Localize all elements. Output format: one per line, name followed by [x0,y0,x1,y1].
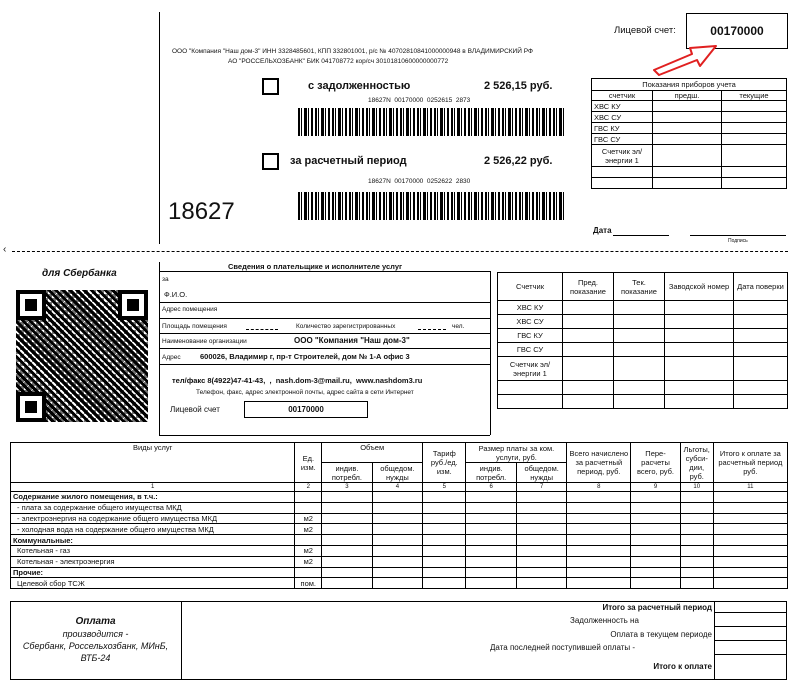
signature-label: Подпись [728,238,748,244]
service-cell [713,502,787,513]
service-cell [713,535,787,546]
meters-top-table [591,78,787,189]
service-cell [631,492,680,503]
meters-mid-cell [734,381,788,395]
signature-line[interactable] [690,235,786,236]
info-addr-label: Адрес [162,354,181,361]
meters-mid-cell[interactable] [614,315,665,329]
meters-mid-table [497,272,788,409]
sberbank-label: для Сбербанка [42,268,117,279]
meters-top-cell [592,178,653,189]
service-cell [372,524,422,535]
service-cell [322,492,372,503]
footer-pay-line2: Сбербанк, Россельхозбанк, МИнБ, [22,641,169,651]
info-line [159,348,490,349]
info-registered: Количество зарегистрированных [296,323,396,330]
meters-mid-cell[interactable] [665,343,734,357]
meters-top-title: Показания приборов учета [592,79,787,91]
service-cell [516,513,566,524]
meters-mid-cell [498,395,563,409]
service-cell [680,535,713,546]
qr-finder [118,290,148,320]
services-h-pay-common: общедом. нужды [516,463,566,483]
big-number: 18627 [168,198,235,225]
service-cell [567,556,631,567]
service-unit: м2 [295,545,322,556]
info-contacts-caption: Телефон, факс, адрес электронной почты, адрес сайта в сети Интернет [196,389,414,396]
meters-mid-row-label: ХВС КУ [498,301,563,315]
meters-mid-cell[interactable] [665,301,734,315]
meters-top-row-label: ГВС КУ [592,123,653,134]
qr-code [16,290,148,422]
info-line [159,364,490,365]
service-cell [423,567,466,578]
service-cell [466,513,516,524]
meters-mid-cell[interactable] [614,329,665,343]
red-arrow-icon [648,36,720,76]
col-num: 9 [631,483,680,492]
services-h-pay-indiv: индив. потребл. [466,463,516,483]
service-cell [466,502,516,513]
services-h-vol-common: общедом. нужды [372,463,422,483]
service-cell [567,545,631,556]
footer-pay-line3: ВТБ-24 [80,653,111,663]
service-name: Целевой сбор ТСЖ [11,578,295,589]
meters-mid-cell[interactable] [734,343,788,357]
service-cell [466,535,516,546]
col-num: 1 [11,483,295,492]
info-title: Сведения о плательщике и исполнителе услуг [228,262,403,271]
meters-top-cell [722,167,787,178]
col-num: 11 [713,483,787,492]
meters-mid-row-label: ГВС СУ [498,343,563,357]
meters-mid-cell[interactable] [734,357,788,381]
meters-mid-row-label: ХВС СУ [498,315,563,329]
meters-top-cell[interactable] [653,123,722,134]
period-label: за расчетный период [290,155,407,167]
meters-mid-cell [665,395,734,409]
service-cell [567,535,631,546]
service-cell [423,492,466,503]
service-cell [631,545,680,556]
meters-mid-cell[interactable] [614,357,665,381]
service-cell [423,513,466,524]
footer-total-pay: Итого к оплате [653,662,712,671]
table-row [11,492,788,503]
mid-left-border [159,262,160,436]
services-num-row [11,483,788,492]
info-title-line [159,271,490,272]
footer-value-line [714,612,787,613]
info-line [159,333,490,334]
service-name: - электроэнергия на содержание общего имущества МКД [11,513,295,524]
service-cell [466,492,516,503]
service-cell [423,545,466,556]
service-cell [423,535,466,546]
service-cell [567,524,631,535]
service-unit [295,502,322,513]
meters-top-h-counter: счетчик [592,91,653,101]
service-cell [680,524,713,535]
service-cell [372,535,422,546]
table-row [11,545,788,556]
meters-mid-cell[interactable] [563,301,614,315]
date-line[interactable] [613,235,669,236]
service-cell [713,524,787,535]
meters-top-cell[interactable] [722,145,787,167]
service-cell [372,502,422,513]
footer-divider [181,601,182,680]
meters-top-cell[interactable] [653,134,722,145]
meters-top-row-label: Счетчик эл/энергии 1 [592,145,653,167]
meters-mid-h-serial: Заводской номер [665,273,734,301]
info-fio: Ф.И.О. [164,290,188,299]
service-name: Котельная - электроэнергия [11,556,295,567]
meters-mid-cell[interactable] [665,329,734,343]
meters-mid-h-prev: Пред. показание [563,273,614,301]
col-num: 4 [372,483,422,492]
service-cell [466,567,516,578]
service-cell [680,545,713,556]
service-cell [516,502,566,513]
service-cell [713,556,787,567]
col-num: 7 [516,483,566,492]
service-cell [680,556,713,567]
service-cell [567,492,631,503]
service-cell [516,545,566,556]
service-name: - холодная вода на содержание общего имущества МКД [11,524,295,535]
requisites-line1: ООО "Компания "Наш дом-3" ИНН 3328485601, КПП 332801001, р/с № 40702810841000000948 в ВЛАДИМИРСКИЙ РФ [172,48,533,55]
info-addr-value: 600026, Владимир г, пр-т Строителей, дом № 1-А офис 3 [200,352,410,361]
footer-value-line [714,626,787,627]
col-num: 3 [322,483,372,492]
meters-top-cell[interactable] [722,134,787,145]
info-address-room: Адрес помещения [162,306,218,313]
info-area-value[interactable] [246,329,278,330]
service-cell [322,502,372,513]
services-h-pay: Размер платы за ком. услуги, руб. [466,443,567,463]
col-num: 5 [423,483,466,492]
service-name: Содержание жилого помещения, в т.ч.: [11,492,295,503]
meters-mid-cell [563,381,614,395]
col-num: 2 [295,483,322,492]
debt-code: 18627N 00170000 0252615 2873 [368,97,471,104]
service-cell [567,567,631,578]
meters-mid-cell[interactable] [563,315,614,329]
requisites-line2: АО "РОССЕЛЬХОЗБАНК" БИК 041708772 кор/сч 30101810600000000772 [228,58,449,65]
top-left-border [159,12,160,244]
service-cell [680,578,713,589]
service-cell [516,492,566,503]
meters-top-row-label: ГВС СУ [592,134,653,145]
meters-top-cell[interactable] [722,101,787,112]
meters-mid-row-label: ГВС КУ [498,329,563,343]
service-cell [631,524,680,535]
service-cell [466,524,516,535]
service-cell [713,513,787,524]
service-unit: м2 [295,524,322,535]
service-unit: м2 [295,513,322,524]
meters-mid-h-check: Дата поверки [734,273,788,301]
services-h-tariff: Тариф руб./ед. изм. [423,443,466,483]
col-num: 6 [466,483,516,492]
period-code: 18627N 00170000 0252622 2830 [368,178,471,185]
info-za: за [162,276,169,283]
meters-top-cell [722,178,787,189]
service-cell [322,545,372,556]
meters-top-cell [653,178,722,189]
period-barcode [298,192,566,220]
services-h-benefit: Льготы, субси-дии, руб. [680,443,713,483]
meters-mid-cell[interactable] [734,301,788,315]
service-cell [567,578,631,589]
service-cell [567,513,631,524]
cut-mark: ‹ [3,244,7,255]
footer-pay-line1: производится - [62,629,129,639]
meters-mid-cell [563,395,614,409]
meters-top-h-cur: текущие [722,91,787,101]
meters-top-cell[interactable] [653,112,722,123]
footer-total-period: Итого за расчетный период [602,603,712,612]
service-unit: м2 [295,556,322,567]
footer-last-paid: Дата последней поступившей оплаты - [490,643,636,652]
footer-paid-current: Оплата в текущем периоде [610,630,712,639]
service-cell [631,578,680,589]
col-num: 10 [680,483,713,492]
footer-value-line [714,640,787,641]
service-cell [516,567,566,578]
service-cell [322,513,372,524]
date-label: Дата [593,226,612,235]
debt-barcode [298,108,566,136]
service-cell [680,567,713,578]
services-h-vid: Виды услуг [11,443,295,483]
meters-mid-cell[interactable] [563,357,614,381]
meters-top-cell[interactable] [722,112,787,123]
service-name: Прочие: [11,567,295,578]
meters-mid-h-counter: Счетчик [498,273,563,301]
meters-mid-cell [734,395,788,409]
services-table [10,442,788,589]
footer-debt-on: Задолженность на [570,616,639,625]
service-name: Котельная - газ [11,545,295,556]
account-top-label: Лицевой счет: [614,25,676,36]
service-cell [372,578,422,589]
info-account-value: 00170000 [244,401,368,418]
info-org-value: ООО "Компания "Наш дом-3" [294,336,410,345]
service-cell [372,567,422,578]
meters-mid-cell[interactable] [563,329,614,343]
service-cell [631,502,680,513]
service-unit [295,535,322,546]
service-name: Коммунальные: [11,535,295,546]
service-cell [713,578,787,589]
info-line [159,318,490,319]
services-h-total: Всего начислено за расчетный период, руб. [567,443,631,483]
service-cell [372,545,422,556]
meters-top-cell[interactable] [653,145,722,167]
debt-amount: 2 526,15 руб. [484,80,553,92]
service-unit: пом. [295,578,322,589]
service-cell [423,524,466,535]
meters-mid-row-label: Счетчик эл/энергии 1 [498,357,563,381]
services-body [11,492,788,589]
meters-mid-cell [498,381,563,395]
info-contacts: тел/факс 8(4922)47-41-43, , nash.dom-3@mail.ru, www.nashdom3.ru [172,376,423,385]
info-line [159,302,490,303]
meters-mid-cell[interactable] [665,315,734,329]
service-cell [322,578,372,589]
table-row [11,567,788,578]
service-cell [322,556,372,567]
service-cell [680,502,713,513]
info-right-border [490,271,491,435]
meters-mid-cell[interactable] [665,357,734,381]
service-cell [516,524,566,535]
meters-mid-cell[interactable] [734,315,788,329]
services-h-vol-indiv: индив. потребл. [322,463,372,483]
service-cell [631,535,680,546]
service-cell [631,556,680,567]
table-row [11,502,788,513]
info-area: Площадь помещения [162,323,227,330]
service-cell [680,513,713,524]
footer-pay-title: Оплата [75,616,116,627]
debt-label: с задолженностью [308,80,411,92]
service-cell [466,545,516,556]
meters-mid-cell[interactable] [614,301,665,315]
service-cell [466,556,516,567]
service-cell [466,578,516,589]
meters-top-cell[interactable] [722,123,787,134]
service-cell [713,492,787,503]
services-h-volume: Объем [322,443,423,463]
service-cell [322,535,372,546]
table-row [11,513,788,524]
info-account-label: Лицевой счет [170,405,220,414]
services-h-unit: Ед. изм. [295,443,322,483]
services-h-topay: Итого к оплате за расчетный период руб. [713,443,787,483]
meters-mid-cell[interactable] [563,343,614,357]
table-row [11,535,788,546]
info-org-label: Наименование организации [162,338,247,345]
service-cell [631,513,680,524]
info-registered-value[interactable] [418,329,446,330]
service-cell [567,502,631,513]
service-unit [295,492,322,503]
service-name: - плата за содержание общего имущества МКД [11,502,295,513]
meters-top-cell [653,167,722,178]
table-row [11,578,788,589]
meters-mid-cell[interactable] [734,329,788,343]
service-cell [423,578,466,589]
meters-top-cell [592,167,653,178]
meters-top-row-label: ХВС КУ [592,101,653,112]
service-cell [372,513,422,524]
service-cell [372,492,422,503]
qr-finder [16,392,46,422]
meters-mid-cell [665,381,734,395]
service-cell [516,578,566,589]
period-amount: 2 526,22 руб. [484,155,553,167]
meters-mid-cell [614,395,665,409]
service-cell [713,545,787,556]
meters-mid-cell [614,381,665,395]
service-cell [372,556,422,567]
qr-finder [16,290,46,320]
meters-mid-h-cur: Тек. показание [614,273,665,301]
service-cell [423,502,466,513]
meters-mid-cell[interactable] [614,343,665,357]
cut-line [12,251,788,252]
service-cell [680,492,713,503]
table-row [11,556,788,567]
table-row [11,524,788,535]
service-cell [516,535,566,546]
service-cell [713,567,787,578]
meters-top-row-label: ХВС СУ [592,112,653,123]
info-bottom-line [159,435,490,436]
meters-top-cell[interactable] [653,101,722,112]
debt-checkbox[interactable] [262,78,279,95]
service-unit [295,567,322,578]
period-checkbox[interactable] [262,153,279,170]
col-num: 8 [567,483,631,492]
services-h-recalc: Пере-расчеты всего, руб. [631,443,680,483]
service-cell [631,567,680,578]
account-top-value: 00170000 [686,13,788,49]
info-people: чел. [452,323,465,330]
service-cell [516,556,566,567]
service-cell [322,567,372,578]
service-cell [423,556,466,567]
footer-value-line [714,654,787,655]
meters-top-h-prev: предш. [653,91,722,101]
service-cell [322,524,372,535]
